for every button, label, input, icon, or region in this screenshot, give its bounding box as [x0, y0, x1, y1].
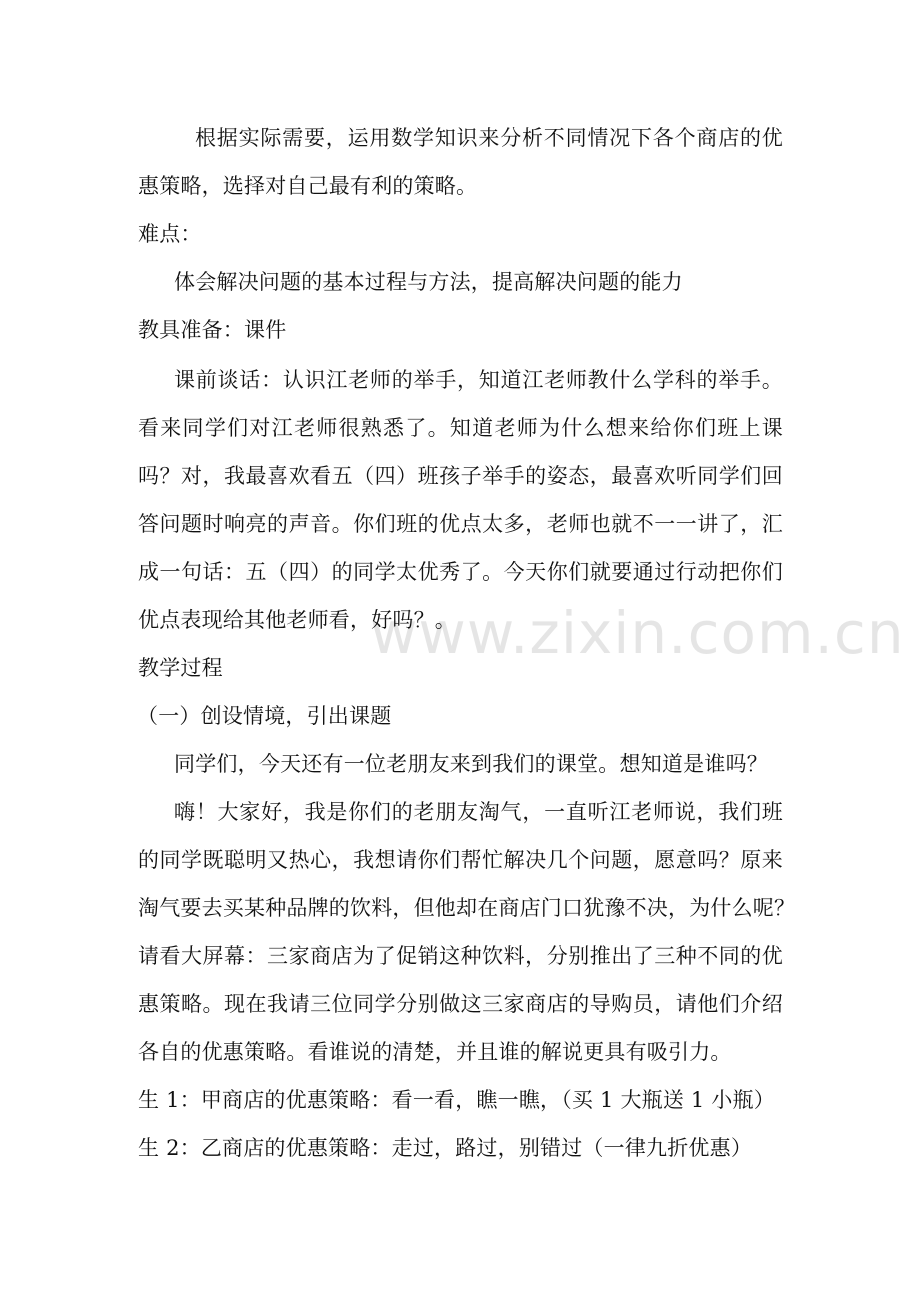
paragraph-line: 同学们，今天还有一位老朋友来到我们的课堂。想知道是谁吗？ [174, 752, 768, 776]
paragraph-line: 根据实际需要，运用数学知识来分析不同情况下各个商店的优 [195, 126, 783, 150]
watermark: www.zixin.com.cn [370, 599, 905, 667]
paragraph-line: 课前谈话：认识江老师的举手，知道江老师教什么学科的举手。 [174, 368, 783, 392]
paragraph-line: 的同学既聪明又热心，我想请你们帮忙解决几个问题，愿意吗？原来 [138, 848, 783, 872]
paragraph-line: 惠策略。现在我请三位同学分别做这三家商店的导购员，请他们介绍 [138, 992, 783, 1016]
paragraph-line: 看来同学们对江老师很熟悉了。知道老师为什么想来给你们班上课 [138, 416, 783, 440]
section-heading: 难点： [138, 222, 202, 246]
paragraph-line: 嗨！大家好，我是你们的老朋友淘气，一直听江老师说，我们班 [174, 800, 783, 824]
paragraph-line: 优点表现给其他老师看，好吗？。 [138, 608, 456, 632]
paragraph-line: 请看大屏幕：三家商店为了促销这种饮料，分别推出了三种不同的优 [138, 944, 783, 968]
paragraph-line: 淘气要去买某种品牌的饮料，但他却在商店门口犹豫不决，为什么呢？ [138, 896, 796, 920]
paragraph-line: 体会解决问题的基本过程与方法，提高解决问题的能力 [174, 270, 683, 294]
paragraph-line: 吗？对，我最喜欢看五（四）班孩子举手的姿态，最喜欢听同学们回 [138, 464, 783, 488]
paragraph-line: 各自的优惠策略。看谁说的清楚，并且谁的解说更具有吸引力。 [138, 1040, 732, 1064]
section-heading: （一）创设情境，引出课题 [137, 704, 392, 728]
paragraph-line: 惠策略，选择对自己最有利的策略。 [138, 174, 478, 198]
paragraph-line: 答问题时响亮的声音。你们班的优点太多，老师也就不一一讲了，汇 [138, 512, 783, 536]
section-heading: 教具准备：课件 [138, 318, 287, 342]
paragraph-line: 成一句话：五（四）的同学太优秀了。今天你们就要通过行动把你们 [138, 560, 783, 584]
dialogue-line: 生 1：甲商店的优惠策略：看一看，瞧一瞧，（买 1 大瓶送 1 小瓶） [138, 1088, 775, 1112]
section-heading: 教学过程 [138, 656, 223, 680]
dialogue-line: 生 2：乙商店的优惠策略：走过，路过，别错过（一律九折优惠） [138, 1136, 753, 1160]
